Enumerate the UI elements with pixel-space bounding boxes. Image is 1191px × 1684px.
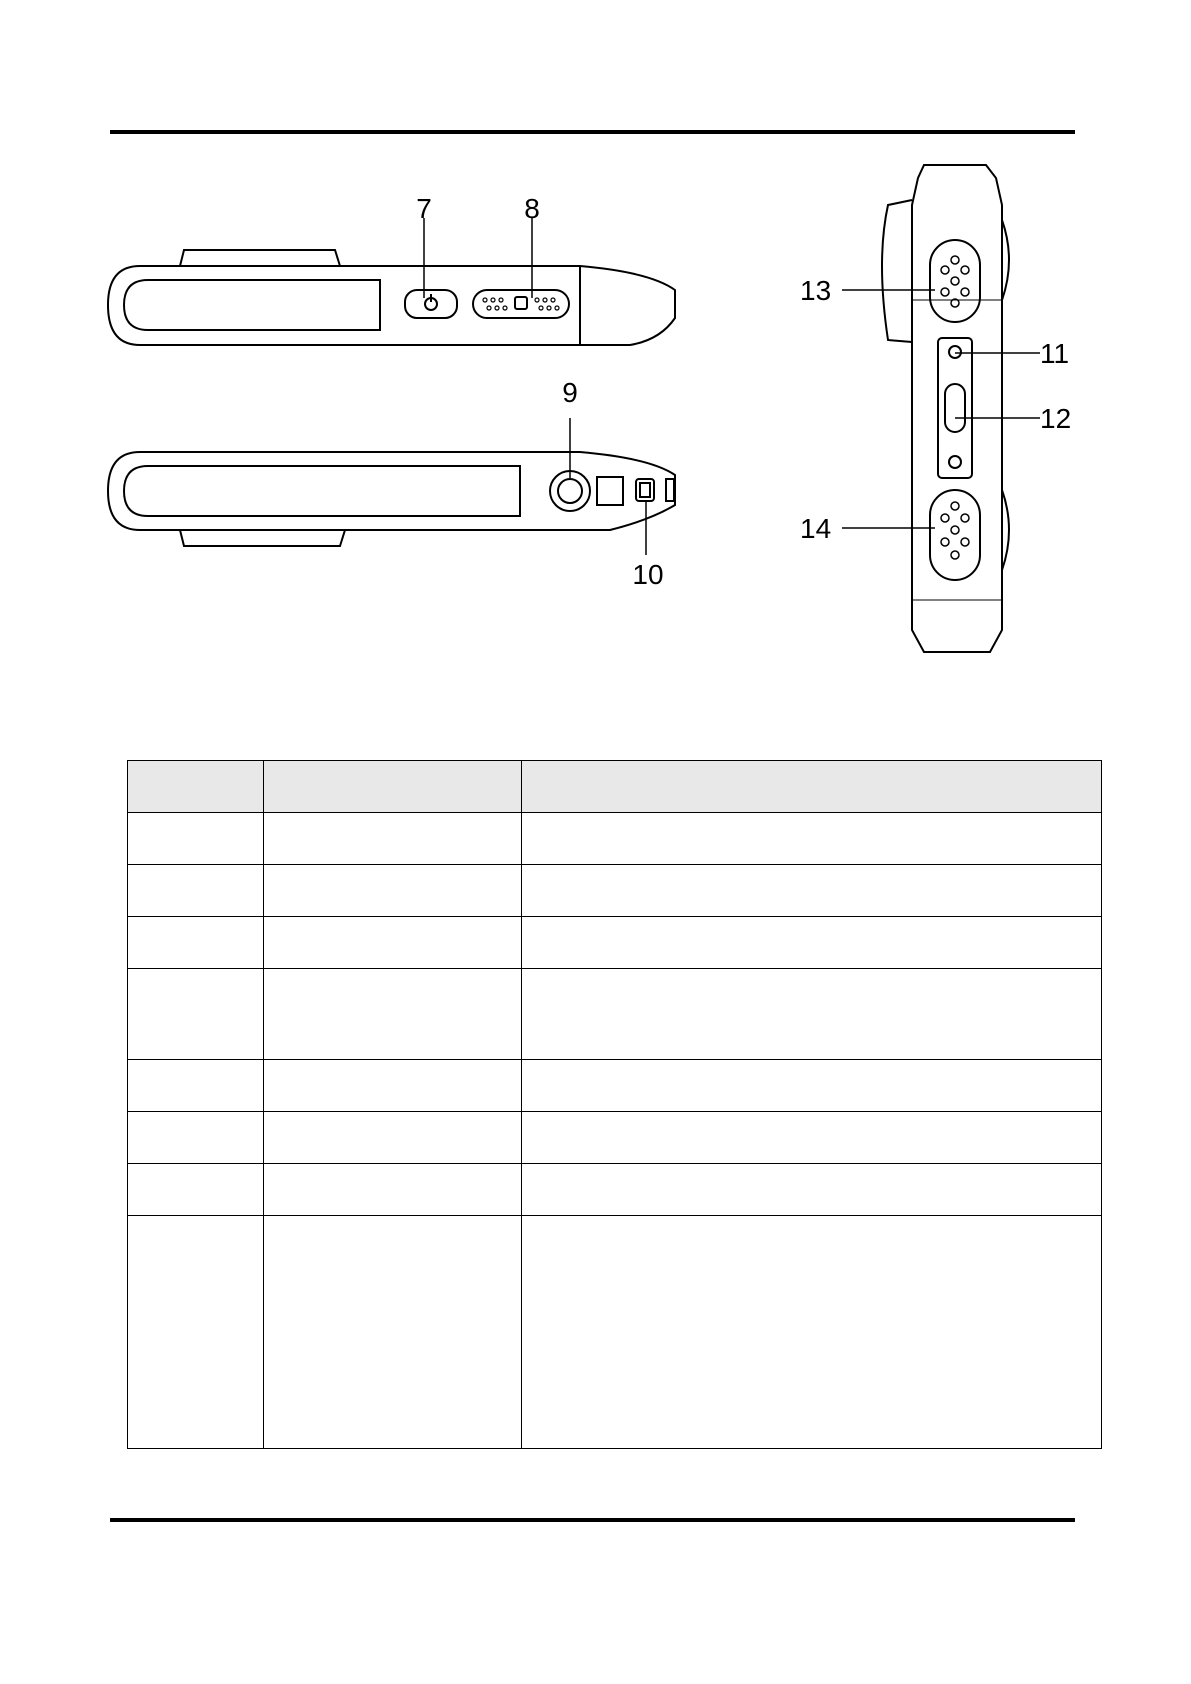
table-cell xyxy=(128,1216,264,1449)
table-cell xyxy=(264,1216,522,1449)
table-cell xyxy=(264,1060,522,1112)
power-button xyxy=(405,290,457,318)
table-cell xyxy=(128,1112,264,1164)
table-row xyxy=(128,1216,1102,1449)
table-cell xyxy=(264,1112,522,1164)
table-row xyxy=(128,1060,1102,1112)
speaker-bottom xyxy=(930,490,980,580)
callout-10: 10 xyxy=(632,559,664,590)
table-cell xyxy=(522,917,1102,969)
callout-14: 14 xyxy=(800,513,832,544)
callout-8: 8 xyxy=(524,193,540,224)
callout-11: 11 xyxy=(1040,338,1070,369)
device-diagram xyxy=(0,0,1191,700)
header-component xyxy=(264,761,522,813)
lanyard-hole xyxy=(636,479,654,501)
speaker-top xyxy=(930,240,980,322)
table-row xyxy=(128,813,1102,865)
table-cell xyxy=(128,1060,264,1112)
table-row xyxy=(128,1112,1102,1164)
table-cell xyxy=(128,969,264,1060)
table-cell xyxy=(522,1112,1102,1164)
table-header-row xyxy=(128,761,1102,813)
table-cell xyxy=(264,865,522,917)
device-bottom-view xyxy=(108,418,675,555)
port-cover xyxy=(597,477,623,505)
callout-9: 9 xyxy=(562,377,578,408)
side-panel xyxy=(938,338,972,478)
table-row xyxy=(128,865,1102,917)
table-cell xyxy=(128,1164,264,1216)
table-cell xyxy=(128,813,264,865)
table-cell xyxy=(264,813,522,865)
callout-12: 12 xyxy=(1040,403,1072,434)
footer-rule xyxy=(110,1518,1075,1522)
table-row xyxy=(128,917,1102,969)
table-cell xyxy=(264,969,522,1060)
device-side-view xyxy=(842,165,1040,652)
table-cell xyxy=(522,1060,1102,1112)
table-cell xyxy=(128,917,264,969)
table-row xyxy=(128,1164,1102,1216)
parts-table xyxy=(127,760,1102,1449)
table-row xyxy=(128,969,1102,1060)
header-description xyxy=(522,761,1102,813)
callout-7: 7 xyxy=(416,193,432,224)
table-cell xyxy=(522,969,1102,1060)
table-cell xyxy=(264,1164,522,1216)
table-cell xyxy=(128,865,264,917)
header-no xyxy=(128,761,264,813)
table-cell xyxy=(522,813,1102,865)
table-cell xyxy=(522,865,1102,917)
table-cell xyxy=(522,1164,1102,1216)
callout-13: 13 xyxy=(800,275,832,306)
device-top-view xyxy=(108,218,675,345)
table-cell xyxy=(264,917,522,969)
table-cell xyxy=(522,1216,1102,1449)
capture-button xyxy=(473,290,569,318)
